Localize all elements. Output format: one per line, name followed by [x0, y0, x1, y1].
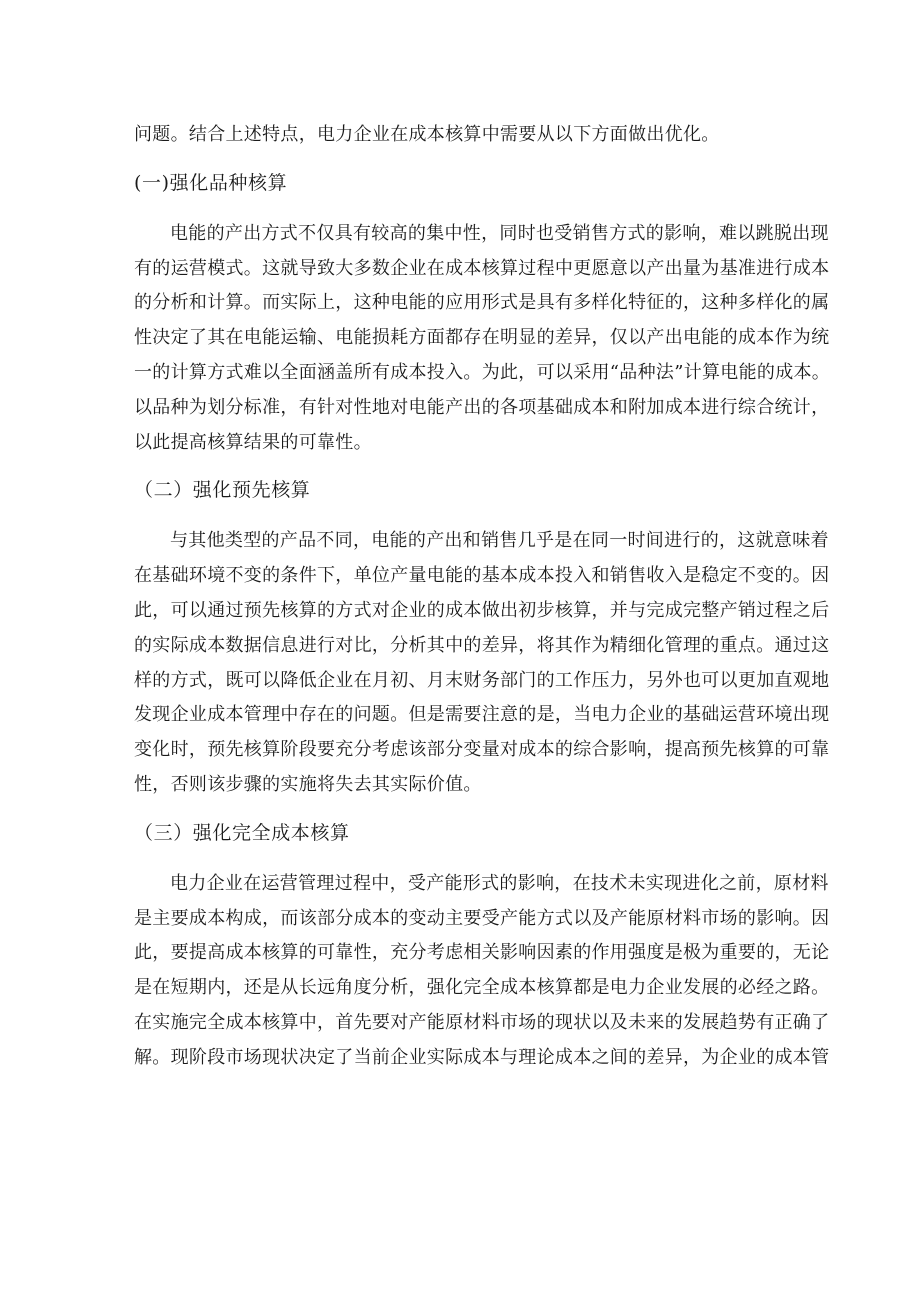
section-variety-accounting	[134, 163, 831, 461]
paragraph-line: 是主要成本构成，而该部分成本的变动主要受产能方式以及产能原材料市场的影响。因	[134, 907, 830, 929]
paragraph-line: 样的方式，既可以降低企业在月初、月末财务部门的工作压力，另外也可以更加直观地	[134, 669, 830, 691]
paragraph-line: 在基础环境不变的条件下，单位产量电能的基本成本投入和销售收入是稳定不变的。因	[134, 565, 830, 587]
paragraph-line: 此，可以通过预先核算的方式对企业的成本做出初步核算，并与完成完整产销过程之后	[134, 599, 830, 621]
paragraph-line: 在实施完全成本核算中，首先要对产能原材料市场的现状以及未来的发展趋势有正确了	[134, 1011, 830, 1033]
section-heading: （三）强化完全成本核算	[134, 821, 350, 844]
paragraph-line: 性，否则该步骤的实施将失去其实际价值。	[134, 773, 482, 795]
paragraph-line: 问题。结合上述特点，电力企业在成本核算中需要从以下方面做出优化。	[134, 124, 720, 145]
section-paragraph	[134, 217, 831, 461]
section-paragraph	[134, 867, 830, 1076]
paragraph-line: 有的运营模式。这就导致大多数企业在成本核算过程中更愿意以产出量为基准进行成本	[134, 257, 830, 279]
section-advance-accounting	[134, 470, 830, 802]
section-paragraph	[134, 524, 830, 802]
paragraph-line: 是在短期内，还是从长远角度分析，强化完全成本核算都是电力企业发展的必经之路。	[134, 977, 830, 999]
paragraph-line: 电能的产出方式不仅具有较高的集中性，同时也受销售方式的影响，难以跳脱出现	[170, 222, 829, 244]
paragraph-line: 与其他类型的产品不同，电能的产出和销售几乎是在同一时间进行的，这就意味着	[170, 530, 829, 552]
paragraph-line: 电力企业在运营管理过程中，受产能形式的影响，在技术未实现进化之前，原材料	[170, 872, 829, 894]
document-page	[134, 118, 831, 1076]
section-full-cost-accounting	[134, 813, 830, 1076]
paragraph-line: 以此提高核算结果的可靠性。	[134, 431, 372, 453]
paragraph-line: 的实际成本数据信息进行对比，分析其中的差异，将其作为精细化管理的重点。通过这	[134, 634, 830, 656]
paragraph-line: 此，要提高成本核算的可靠性，充分考虑相关影响因素的作用强度是极为重要的，无论	[134, 942, 830, 964]
paragraph-line: 以品种为划分标准，有针对性地对电能产出的各项基础成本和附加成本进行综合统计，	[134, 396, 830, 418]
paragraph-line: 一的计算方式难以全面涵盖所有成本投入。为此，可以采用“品种法”计算电能的成本。	[134, 361, 831, 383]
intro-paragraph	[134, 118, 798, 153]
section-heading: (一)强化品种核算	[134, 171, 288, 194]
paragraph-line: 解。现阶段市场现状决定了当前企业实际成本与理论成本之间的差异，为企业的成本管	[134, 1046, 830, 1068]
paragraph-line: 性决定了其在电能运输、电能损耗方面都存在明显的差异，仅以产出电能的成本作为统	[134, 327, 830, 349]
paragraph-line: 发现企业成本管理中存在的问题。但是需要注意的是，当电力企业的基础运营环境出现	[134, 704, 830, 726]
paragraph-line: 的分析和计算。而实际上，这种电能的应用形式是具有多样化特征的，这种多样化的属	[134, 292, 830, 314]
paragraph-line: 变化时，预先核算阶段要充分考虑该部分变量对成本的综合影响，提高预先核算的可靠	[134, 739, 830, 761]
section-heading: （二）强化预先核算	[134, 479, 311, 502]
